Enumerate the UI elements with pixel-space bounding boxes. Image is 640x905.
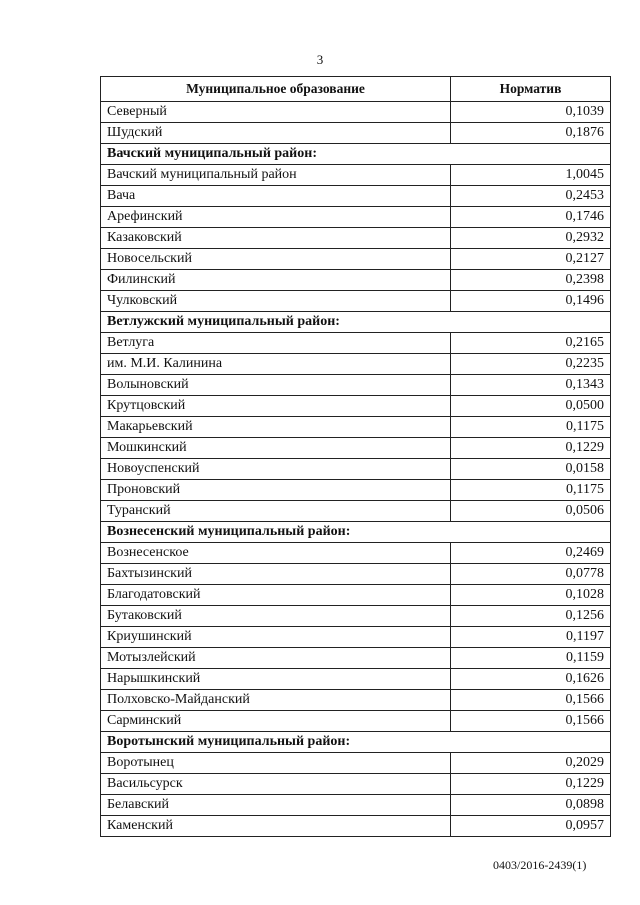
section-title: Ветлужский муниципальный район: bbox=[101, 312, 611, 333]
table-row bbox=[101, 501, 611, 522]
table-row bbox=[101, 354, 611, 375]
municipality-name: Вачский муниципальный район bbox=[101, 165, 451, 186]
section-title: Воротынский муниципальный район: bbox=[101, 732, 611, 753]
section-row bbox=[101, 312, 611, 333]
table-row bbox=[101, 795, 611, 816]
normative-value: 0,1343 bbox=[451, 375, 611, 396]
municipality-name: Вознесенское bbox=[101, 543, 451, 564]
document-code: 0403/2016-2439(1) bbox=[493, 858, 587, 872]
table-row bbox=[101, 480, 611, 501]
municipality-name: Бутаковский bbox=[101, 606, 451, 627]
column-header-normative: Норматив bbox=[451, 77, 611, 102]
normative-value: 0,0957 bbox=[451, 816, 611, 837]
normative-value: 0,0778 bbox=[451, 564, 611, 585]
table-row bbox=[101, 417, 611, 438]
municipality-name: Чулковский bbox=[101, 291, 451, 312]
municipality-name: Новоуспенский bbox=[101, 459, 451, 480]
municipality-name: Волыновский bbox=[101, 375, 451, 396]
municipality-name: Филинский bbox=[101, 270, 451, 291]
section-row bbox=[101, 522, 611, 543]
municipality-name: Ветлуга bbox=[101, 333, 451, 354]
table-row bbox=[101, 333, 611, 354]
section-row bbox=[101, 144, 611, 165]
normative-value: 0,1256 bbox=[451, 606, 611, 627]
municipality-name: Новосельский bbox=[101, 249, 451, 270]
municipality-name: Васильсурск bbox=[101, 774, 451, 795]
normative-value: 0,2165 bbox=[451, 333, 611, 354]
table-row bbox=[101, 228, 611, 249]
table-row bbox=[101, 564, 611, 585]
normative-value: 0,1175 bbox=[451, 480, 611, 501]
municipality-name: Сарминский bbox=[101, 711, 451, 732]
municipality-name: им. М.И. Калинина bbox=[101, 354, 451, 375]
municipality-name: Шудский bbox=[101, 123, 451, 144]
table-row bbox=[101, 585, 611, 606]
column-header-municipality: Муниципальное образование bbox=[101, 77, 451, 102]
normative-value: 0,2453 bbox=[451, 186, 611, 207]
table-row bbox=[101, 459, 611, 480]
municipality-name: Мотызлейский bbox=[101, 648, 451, 669]
table-row bbox=[101, 627, 611, 648]
municipality-name: Криушинский bbox=[101, 627, 451, 648]
normative-value: 0,1746 bbox=[451, 207, 611, 228]
municipality-name: Благодатовский bbox=[101, 585, 451, 606]
table-row bbox=[101, 774, 611, 795]
table-row bbox=[101, 291, 611, 312]
normative-table bbox=[100, 76, 611, 837]
normative-value: 0,1229 bbox=[451, 774, 611, 795]
municipality-name: Северный bbox=[101, 102, 451, 123]
normative-value: 0,2398 bbox=[451, 270, 611, 291]
table-row bbox=[101, 690, 611, 711]
table-row bbox=[101, 648, 611, 669]
section-row bbox=[101, 732, 611, 753]
normative-value: 0,1566 bbox=[451, 711, 611, 732]
normative-value: 0,2235 bbox=[451, 354, 611, 375]
normative-value: 0,1159 bbox=[451, 648, 611, 669]
normative-value: 0,1028 bbox=[451, 585, 611, 606]
section-title: Вачский муниципальный район: bbox=[101, 144, 611, 165]
table-row bbox=[101, 753, 611, 774]
normative-value: 0,2469 bbox=[451, 543, 611, 564]
normative-value: 0,1175 bbox=[451, 417, 611, 438]
normative-value: 0,0898 bbox=[451, 795, 611, 816]
table-row bbox=[101, 186, 611, 207]
normative-value: 0,0500 bbox=[451, 396, 611, 417]
table-row bbox=[101, 123, 611, 144]
municipality-name: Макарьевский bbox=[101, 417, 451, 438]
table-row bbox=[101, 207, 611, 228]
normative-value: 0,1626 bbox=[451, 669, 611, 690]
table-row bbox=[101, 543, 611, 564]
normative-value: 0,2932 bbox=[451, 228, 611, 249]
normative-value: 0,1039 bbox=[451, 102, 611, 123]
municipality-name: Белавский bbox=[101, 795, 451, 816]
normative-value: 0,1876 bbox=[451, 123, 611, 144]
normative-value: 0,1496 bbox=[451, 291, 611, 312]
table-row bbox=[101, 249, 611, 270]
municipality-name: Арефинский bbox=[101, 207, 451, 228]
table-row bbox=[101, 606, 611, 627]
municipality-name: Каменский bbox=[101, 816, 451, 837]
table-row bbox=[101, 396, 611, 417]
normative-value: 0,2127 bbox=[451, 249, 611, 270]
normative-value: 0,1229 bbox=[451, 438, 611, 459]
table-row bbox=[101, 165, 611, 186]
municipality-name: Полховско-Майданский bbox=[101, 690, 451, 711]
table-header-row bbox=[101, 77, 611, 102]
table-row bbox=[101, 816, 611, 837]
municipality-name: Проновский bbox=[101, 480, 451, 501]
page-number: 3 bbox=[316, 52, 324, 67]
municipality-name: Казаковский bbox=[101, 228, 451, 249]
normative-value: 0,1566 bbox=[451, 690, 611, 711]
municipality-name: Воротынец bbox=[101, 753, 451, 774]
municipality-name: Крутцовский bbox=[101, 396, 451, 417]
section-title: Вознесенский муниципальный район: bbox=[101, 522, 611, 543]
normative-value: 0,0158 bbox=[451, 459, 611, 480]
normative-value: 0,2029 bbox=[451, 753, 611, 774]
table-row bbox=[101, 375, 611, 396]
municipality-name: Мошкинский bbox=[101, 438, 451, 459]
municipality-name: Вача bbox=[101, 186, 451, 207]
table-row bbox=[101, 102, 611, 123]
municipality-name: Бахтызинский bbox=[101, 564, 451, 585]
table-row bbox=[101, 669, 611, 690]
table-row bbox=[101, 711, 611, 732]
normative-value: 0,1197 bbox=[451, 627, 611, 648]
table-row bbox=[101, 270, 611, 291]
normative-value: 1,0045 bbox=[451, 165, 611, 186]
normative-value: 0,0506 bbox=[451, 501, 611, 522]
table-body bbox=[101, 102, 611, 837]
municipality-name: Нарышкинский bbox=[101, 669, 451, 690]
municipality-name: Туранский bbox=[101, 501, 451, 522]
table-row bbox=[101, 438, 611, 459]
